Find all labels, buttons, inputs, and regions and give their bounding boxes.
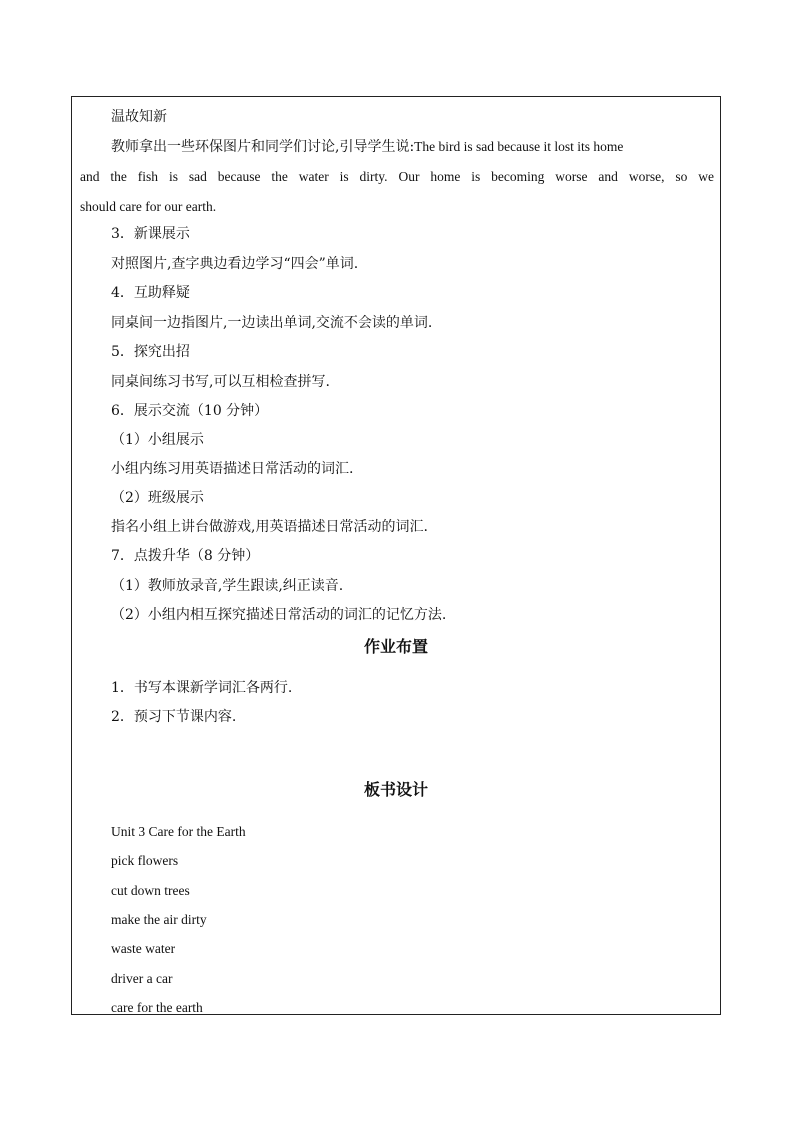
step-5-heading: 5．探究出招 bbox=[111, 344, 190, 360]
step-6-sub1-body: 小组内练习用英语描述日常活动的词汇. bbox=[111, 461, 354, 477]
board-line: care for the earth bbox=[111, 1000, 203, 1015]
lesson-plan-table bbox=[71, 96, 721, 1015]
board-line: driver a car bbox=[111, 971, 173, 986]
review-line-1-en: The bird is sad because it lost its home bbox=[414, 139, 624, 154]
step-4-heading: 4．互助释疑 bbox=[111, 285, 190, 301]
review-line-1-cn: 教师拿出一些环保图片和同学们讨论,引导学生说: bbox=[111, 139, 415, 155]
review-line-3: should care for our earth. bbox=[80, 199, 217, 214]
board-line: make the air dirty bbox=[111, 912, 207, 927]
step-3-body: 对照图片,查字典边看边学习“四会”单词. bbox=[111, 256, 359, 272]
board-line: cut down trees bbox=[111, 883, 190, 898]
board-line: pick flowers bbox=[111, 853, 179, 868]
board-title: 板书设计 bbox=[363, 780, 428, 799]
review-line-2: and the fish is sad because the water is dirty. Our home is becoming worse and worse, so we bbox=[80, 169, 714, 184]
homework-item-2: 2．预习下节课内容. bbox=[111, 709, 237, 725]
step-7-item1: （1）教师放录音,学生跟读,纠正读音. bbox=[111, 578, 344, 594]
step-4-body: 同桌间一边指图片,一边读出单词,交流不会读的单词. bbox=[111, 315, 433, 331]
step-3-heading: 3．新课展示 bbox=[111, 226, 190, 242]
step-7-item2: （2）小组内相互探究描述日常活动的词汇的记忆方法. bbox=[111, 607, 447, 623]
step-7-heading: 7．点拨升华（8 分钟） bbox=[111, 548, 260, 564]
review-line-1 bbox=[111, 138, 623, 156]
step-6-heading: 6．展示交流（10 分钟） bbox=[111, 403, 269, 419]
board-line: waste water bbox=[111, 941, 176, 956]
step-6-sub2: （2）班级展示 bbox=[111, 490, 204, 506]
review-title: 温故知新 bbox=[111, 109, 167, 125]
board-line: Unit 3 Care for the Earth bbox=[111, 824, 246, 839]
step-5-body: 同桌间练习书写,可以互相检查拼写. bbox=[111, 374, 330, 390]
homework-title: 作业布置 bbox=[363, 637, 428, 656]
step-6-sub1: （1）小组展示 bbox=[111, 432, 204, 448]
homework-item-1: 1．书写本课新学词汇各两行. bbox=[111, 680, 293, 696]
step-6-sub2-body: 指名小组上讲台做游戏,用英语描述日常活动的词汇. bbox=[111, 519, 428, 535]
